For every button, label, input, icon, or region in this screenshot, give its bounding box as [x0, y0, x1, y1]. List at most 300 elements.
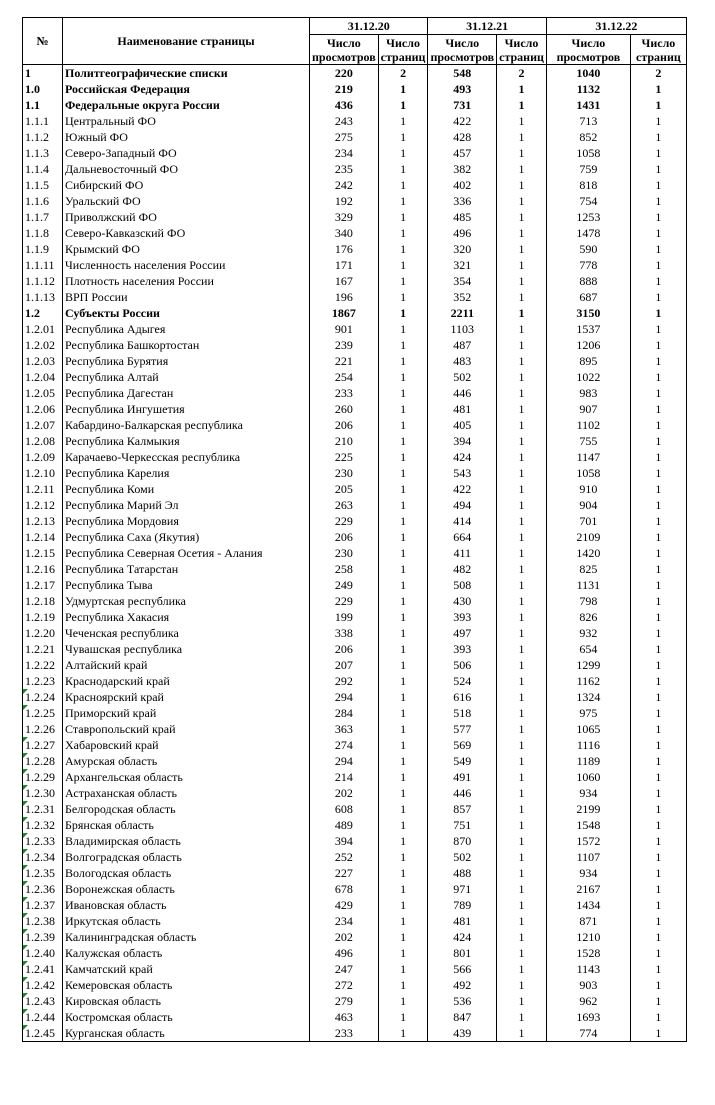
pages-2022-cell [630, 465, 686, 481]
row-number: 1.2.44 [25, 1010, 55, 1024]
pages-2021: 1 [518, 626, 525, 640]
pages-2022: 1 [655, 850, 662, 864]
page-name-cell [63, 129, 310, 145]
page-name-cell [63, 241, 310, 257]
comment-marker-icon[interactable] [23, 1009, 28, 1014]
pages-2021-cell [497, 817, 547, 833]
pages-2021-cell [497, 609, 547, 625]
views-2022: 983 [579, 386, 598, 400]
page-name-cell [63, 1025, 310, 1042]
pages-2020-cell [378, 865, 428, 881]
page-name: Кабардино-Балкарская республика [65, 418, 243, 432]
row-number-cell [23, 241, 63, 257]
row-number: 1.1 [25, 98, 40, 112]
views-2020-cell [310, 353, 379, 369]
page-name: Республика Хакасия [65, 610, 170, 624]
pages-2020: 1 [400, 290, 407, 304]
page-name: Крымский ФО [65, 242, 140, 256]
pages-2022: 1 [655, 162, 662, 176]
views-2020: 229 [334, 514, 353, 528]
views-2020-cell [310, 753, 379, 769]
pages-2022: 1 [655, 1026, 662, 1040]
table-row [23, 177, 687, 193]
views-2021: 870 [453, 834, 472, 848]
pages-2022: 1 [655, 338, 662, 352]
pages-2022-cell [630, 337, 686, 353]
views-2021: 502 [453, 370, 472, 384]
views-2020: 272 [334, 978, 353, 992]
pages-2021: 1 [518, 434, 525, 448]
views-2022-cell [546, 449, 630, 465]
page-name-cell [63, 337, 310, 353]
pages-2020-cell [378, 449, 428, 465]
comment-marker-icon[interactable] [23, 801, 28, 806]
page-name: Республика Ингушетия [65, 402, 185, 416]
page-name-cell [63, 945, 310, 961]
comment-marker-icon[interactable] [23, 769, 28, 774]
views-2021: 320 [453, 242, 472, 256]
views-2021-cell [428, 465, 497, 481]
views-header-2022: Число просмотров [546, 35, 630, 65]
page-name-cell [63, 769, 310, 785]
row-number-cell [23, 529, 63, 545]
row-number-cell [23, 305, 63, 321]
views-2020-cell [310, 465, 379, 481]
views-2022: 1058 [576, 146, 601, 160]
comment-marker-icon[interactable] [23, 737, 28, 742]
views-2021-cell [428, 225, 497, 241]
views-2020-cell [310, 817, 379, 833]
page-name: Чувашская республика [65, 642, 183, 656]
views-2020-cell [310, 145, 379, 161]
pages-2021-cell [497, 753, 547, 769]
pages-2022: 1 [655, 754, 662, 768]
views-2022-cell [546, 929, 630, 945]
views-2021: 492 [453, 978, 472, 992]
views-2020: 167 [334, 274, 353, 288]
pages-2021: 1 [518, 338, 525, 352]
pages-2022-cell [630, 801, 686, 817]
page-name: Астраханская область [65, 786, 177, 800]
views-2022-cell [546, 833, 630, 849]
row-number-cell [23, 657, 63, 673]
pages-2022-cell [630, 865, 686, 881]
comment-marker-icon[interactable] [23, 753, 28, 758]
views-2020-cell [310, 977, 379, 993]
pages-2021: 1 [518, 898, 525, 912]
pages-2020: 1 [400, 82, 407, 96]
views-2022: 907 [579, 402, 598, 416]
row-number: 1.2.21 [25, 642, 55, 656]
views-2020-cell [310, 641, 379, 657]
views-2022-cell [546, 641, 630, 657]
pages-2022: 1 [655, 210, 662, 224]
pages-2020-cell [378, 929, 428, 945]
views-2021: 430 [453, 594, 472, 608]
views-2021-cell [428, 561, 497, 577]
pages-2021: 1 [518, 770, 525, 784]
page-name-cell [63, 353, 310, 369]
pages-2022-cell [630, 417, 686, 433]
views-2021-cell [428, 193, 497, 209]
pages-2021: 1 [518, 178, 525, 192]
views-2020-cell [310, 385, 379, 401]
pages-2022-cell [630, 881, 686, 897]
comment-marker-icon[interactable] [23, 897, 28, 902]
pages-2021: 1 [518, 962, 525, 976]
views-2020: 242 [334, 178, 353, 192]
table-row [23, 561, 687, 577]
views-2022: 1548 [576, 818, 601, 832]
views-2021: 482 [453, 562, 472, 576]
pages-2021-cell [497, 673, 547, 689]
pages-2022: 1 [655, 898, 662, 912]
views-2022-cell [546, 705, 630, 721]
page-name-cell [63, 225, 310, 241]
views-2021: 394 [453, 434, 472, 448]
views-2020-cell [310, 433, 379, 449]
views-2022-cell [546, 593, 630, 609]
row-number-cell [23, 945, 63, 961]
table-row [23, 833, 687, 849]
views-2022: 1058 [576, 466, 601, 480]
comment-marker-icon[interactable] [23, 881, 28, 886]
comment-marker-icon[interactable] [23, 977, 28, 982]
views-2021: 971 [453, 882, 472, 896]
views-2020: 463 [334, 1010, 353, 1024]
row-number-cell [23, 193, 63, 209]
views-2022-cell [546, 817, 630, 833]
pages-2021-cell [497, 561, 547, 577]
views-2020-cell [310, 913, 379, 929]
comment-marker-icon[interactable] [23, 929, 28, 934]
pages-2021: 1 [518, 562, 525, 576]
pages-2022: 1 [655, 546, 662, 560]
pages-2020: 1 [400, 386, 407, 400]
views-2022: 2109 [576, 530, 601, 544]
pages-2020: 1 [400, 1026, 407, 1040]
pages-2021-cell [497, 993, 547, 1009]
pages-2021-cell [497, 977, 547, 993]
views-2020: 340 [334, 226, 353, 240]
table-row [23, 657, 687, 673]
pages-2022-cell [630, 433, 686, 449]
row-number: 1 [25, 66, 31, 80]
pages-2020: 1 [400, 706, 407, 720]
views-2020-cell [310, 401, 379, 417]
table-row [23, 529, 687, 545]
row-number: 1.2.26 [25, 722, 55, 736]
page-name: Республика Саха (Якутия) [65, 530, 200, 544]
views-2022-cell [546, 1025, 630, 1042]
pages-2022-cell [630, 225, 686, 241]
views-2022-cell [546, 385, 630, 401]
views-2022-cell [546, 257, 630, 273]
pages-2021: 1 [518, 546, 525, 560]
comment-marker-icon[interactable] [23, 961, 28, 966]
row-number: 1.1.13 [25, 290, 55, 304]
pages-2020: 1 [400, 770, 407, 784]
pages-2022: 1 [655, 226, 662, 240]
views-2020-cell [310, 785, 379, 801]
pages-2020: 1 [400, 258, 407, 272]
row-number-cell [23, 609, 63, 625]
views-2020-cell [310, 1009, 379, 1025]
views-2020-cell [310, 497, 379, 513]
comment-marker-icon[interactable] [23, 1025, 28, 1030]
views-2022-cell [546, 289, 630, 305]
views-2021-cell [428, 337, 497, 353]
page-name-cell [63, 289, 310, 305]
pages-2022-cell [630, 177, 686, 193]
row-number-cell [23, 481, 63, 497]
comment-marker-icon[interactable] [23, 993, 28, 998]
pages-2022-cell [630, 721, 686, 737]
pages-2022: 1 [655, 322, 662, 336]
row-number-cell [23, 129, 63, 145]
comment-marker-icon[interactable] [23, 689, 28, 694]
views-2020-cell [310, 545, 379, 561]
table-row [23, 449, 687, 465]
page-name: Республика Адыгея [65, 322, 166, 336]
pages-2020: 1 [400, 642, 407, 656]
views-2022: 1040 [576, 66, 601, 80]
views-2020: 243 [334, 114, 353, 128]
table-row [23, 689, 687, 705]
pages-2021-cell [497, 721, 547, 737]
date-header-2021: 31.12.21 [428, 18, 546, 35]
pages-2020: 1 [400, 610, 407, 624]
views-2020: 207 [334, 658, 353, 672]
pages-2022-cell [630, 769, 686, 785]
page-name: Костромская область [65, 1010, 173, 1024]
views-2020-cell [310, 273, 379, 289]
pages-2020-cell [378, 561, 428, 577]
row-number: 1.2.30 [25, 786, 55, 800]
statistics-table [22, 17, 687, 1042]
views-2022: 1299 [576, 658, 601, 672]
views-2022-cell [546, 977, 630, 993]
views-2021-cell [428, 769, 497, 785]
views-2021-cell [428, 881, 497, 897]
views-2022-cell [546, 273, 630, 289]
pages-2021: 1 [518, 450, 525, 464]
views-2020: 678 [334, 882, 353, 896]
pages-2021: 1 [518, 306, 525, 320]
pages-2021-cell [497, 769, 547, 785]
pages-2020: 1 [400, 274, 407, 288]
pages-2020-cell [378, 417, 428, 433]
views-2022-cell [546, 529, 630, 545]
row-number: 1.1.5 [25, 178, 49, 192]
views-2022: 1116 [576, 738, 600, 752]
pages-2022-cell [630, 577, 686, 593]
pages-2022-cell [630, 625, 686, 641]
row-number: 1.2.43 [25, 994, 55, 1008]
pages-2021-cell [497, 641, 547, 657]
views-2020-cell [310, 673, 379, 689]
views-2022-cell [546, 913, 630, 929]
row-number: 1.2.19 [25, 610, 55, 624]
table-row [23, 65, 687, 82]
row-number-cell [23, 801, 63, 817]
pages-2020: 2 [400, 66, 407, 80]
page-name: Вологодская область [65, 866, 172, 880]
table-row [23, 481, 687, 497]
views-2020-cell [310, 113, 379, 129]
views-2022: 1324 [576, 690, 601, 704]
pages-2022: 1 [655, 466, 662, 480]
row-number-cell [23, 401, 63, 417]
row-number-cell [23, 865, 63, 881]
views-2021: 751 [453, 818, 472, 832]
comment-marker-icon[interactable] [23, 849, 28, 854]
comment-marker-icon[interactable] [23, 945, 28, 950]
pages-2020: 1 [400, 834, 407, 848]
row-number-cell [23, 465, 63, 481]
pages-2022: 1 [655, 146, 662, 160]
views-2020: 239 [334, 338, 353, 352]
pages-2021-cell [497, 657, 547, 673]
row-number-cell [23, 577, 63, 593]
views-2022: 1102 [576, 418, 601, 432]
views-2020: 229 [334, 594, 353, 608]
views-2020: 206 [334, 530, 353, 544]
pages-2021-cell [497, 529, 547, 545]
views-2021: 422 [453, 114, 472, 128]
pages-2021-cell [497, 593, 547, 609]
pages-2020-cell [378, 97, 428, 113]
views-2021: 393 [453, 642, 472, 656]
views-2020-cell [310, 337, 379, 353]
views-2021: 549 [453, 754, 472, 768]
pages-2020: 1 [400, 866, 407, 880]
views-2021: 439 [453, 1026, 472, 1040]
views-2020: 233 [334, 1026, 353, 1040]
views-2020: 247 [334, 962, 353, 976]
views-2022: 1253 [576, 210, 601, 224]
pages-2022-cell [630, 1009, 686, 1025]
views-2021: 483 [453, 354, 472, 368]
views-2021: 789 [453, 898, 472, 912]
page-name: Приморский край [65, 706, 157, 720]
page-name: Курганская область [65, 1026, 165, 1040]
views-2022-cell [546, 945, 630, 961]
pages-2022: 1 [655, 866, 662, 880]
row-number: 1.2.36 [25, 882, 55, 896]
page-name-cell [63, 721, 310, 737]
pages-2021-cell [497, 849, 547, 865]
pages-2021: 1 [518, 242, 525, 256]
views-2021: 801 [453, 946, 472, 960]
table-row [23, 81, 687, 97]
views-2022-cell [546, 81, 630, 97]
pages-2021-cell [497, 97, 547, 113]
pages-2020: 1 [400, 722, 407, 736]
views-2022: 1060 [576, 770, 601, 784]
row-number: 1.2.24 [25, 690, 55, 704]
pages-2021: 1 [518, 274, 525, 288]
page-name: Численность населения России [65, 258, 226, 272]
page-name-cell [63, 177, 310, 193]
comment-marker-icon[interactable] [23, 913, 28, 918]
row-number: 1.2.37 [25, 898, 55, 912]
pages-2020: 1 [400, 466, 407, 480]
pages-2020-cell [378, 977, 428, 993]
number-column-header: № [23, 18, 63, 65]
row-number: 1.1.7 [25, 210, 49, 224]
page-name: Архангельская область [65, 770, 183, 784]
views-2020: 230 [334, 546, 353, 560]
comment-marker-icon[interactable] [23, 785, 28, 790]
page-name: Волгоградская область [65, 850, 182, 864]
views-2021-cell [428, 353, 497, 369]
views-2020: 1867 [331, 306, 356, 320]
views-2022: 754 [579, 194, 598, 208]
views-2021-cell [428, 161, 497, 177]
row-number: 1.2.40 [25, 946, 55, 960]
page-name: Калининградская область [65, 930, 197, 944]
views-2021: 1103 [450, 322, 475, 336]
page-name: Камчатский край [65, 962, 153, 976]
views-2021-cell [428, 625, 497, 641]
page-name: Воронежская область [65, 882, 175, 896]
views-2022: 852 [579, 130, 598, 144]
views-2021-cell [428, 993, 497, 1009]
comment-marker-icon[interactable] [23, 817, 28, 822]
pages-2022-cell [630, 193, 686, 209]
views-2021-cell [428, 209, 497, 225]
views-2020: 225 [334, 450, 353, 464]
comment-marker-icon[interactable] [23, 833, 28, 838]
views-2021-cell [428, 705, 497, 721]
pages-2020: 1 [400, 818, 407, 832]
comment-marker-icon[interactable] [23, 865, 28, 870]
row-number-cell [23, 593, 63, 609]
pages-2020-cell [378, 801, 428, 817]
views-2021-cell [428, 657, 497, 673]
views-2021-cell [428, 305, 497, 321]
page-name-cell [63, 545, 310, 561]
pages-2021-cell [497, 913, 547, 929]
pages-2020-cell [378, 161, 428, 177]
pages-2021-cell [497, 321, 547, 337]
row-number-cell [23, 177, 63, 193]
views-2022: 1206 [576, 338, 601, 352]
pages-2021: 2 [518, 66, 525, 80]
views-2020: 234 [334, 146, 353, 160]
views-2021: 411 [453, 546, 472, 560]
pages-2020: 1 [400, 210, 407, 224]
views-2022: 888 [579, 274, 598, 288]
pages-2021-cell [497, 337, 547, 353]
pages-2022: 1 [655, 178, 662, 192]
pages-2022: 1 [655, 882, 662, 896]
pages-2020: 1 [400, 978, 407, 992]
pages-2022: 1 [655, 498, 662, 512]
comment-marker-icon[interactable] [23, 705, 28, 710]
page-name-cell [63, 513, 310, 529]
row-number-cell [23, 65, 63, 82]
page-name-cell [63, 673, 310, 689]
views-2022-cell [546, 993, 630, 1009]
pages-2021-cell [497, 945, 547, 961]
views-2020-cell [310, 849, 379, 865]
views-2021-cell [428, 977, 497, 993]
table-row [23, 1025, 687, 1042]
views-2020: 254 [334, 370, 353, 384]
table-row [23, 817, 687, 833]
